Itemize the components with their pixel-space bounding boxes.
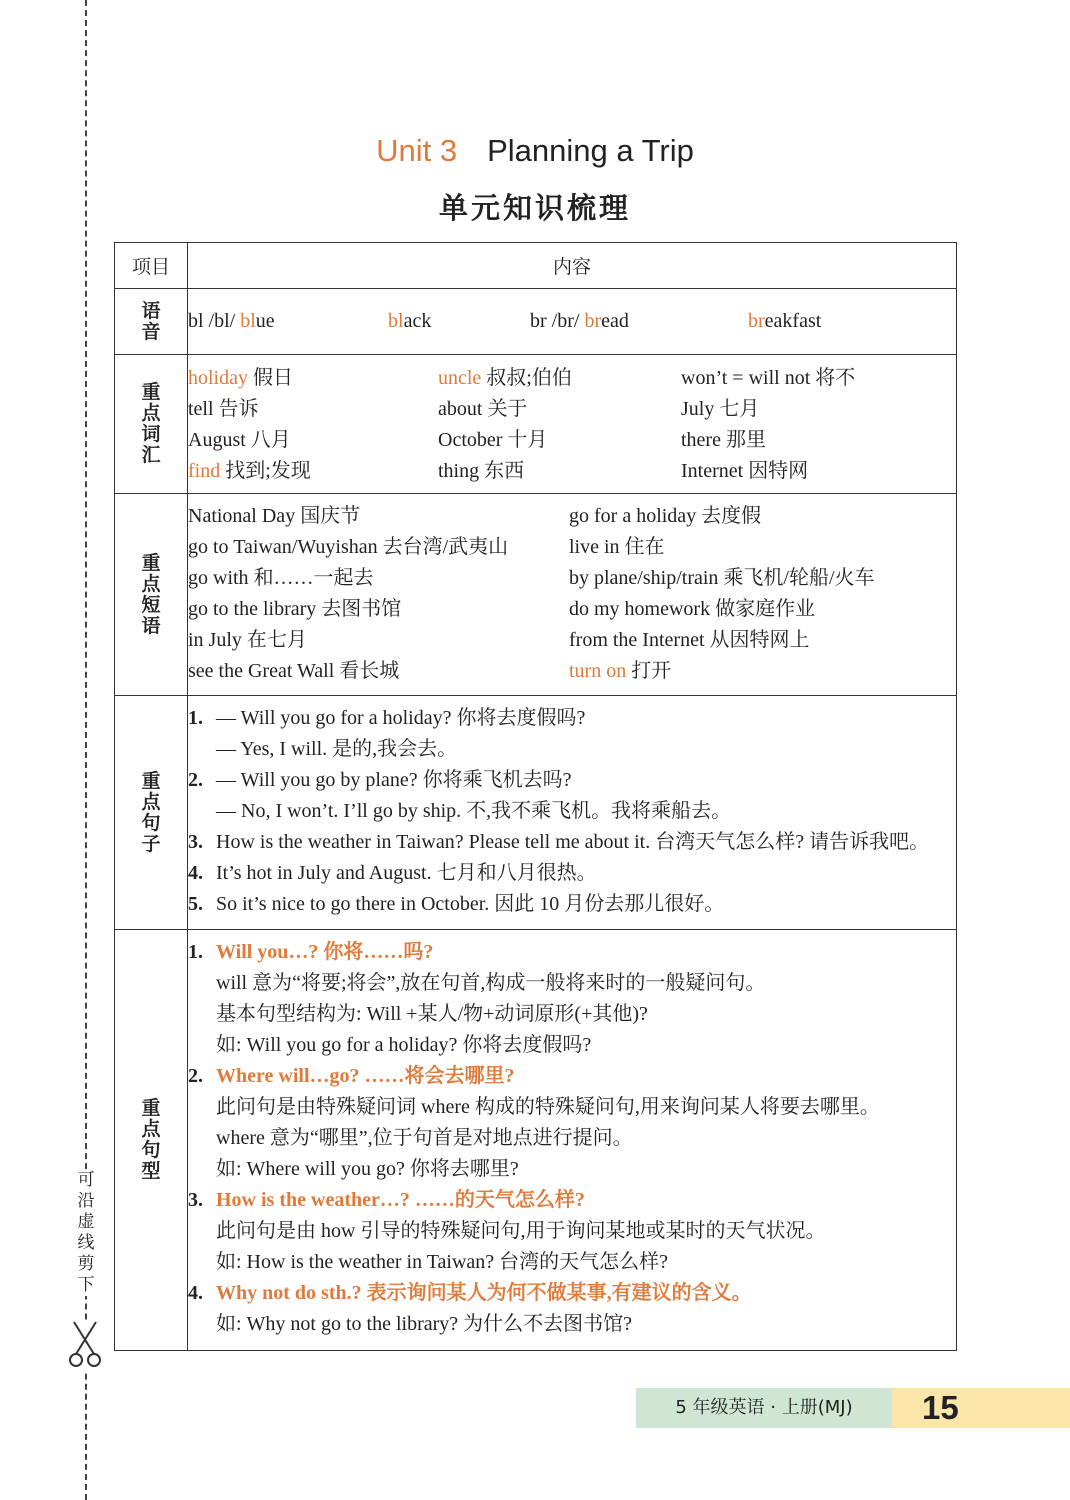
vocab-zh: 十月 <box>502 429 548 451</box>
vocab-word <box>188 363 438 394</box>
vocab-en: tell <box>188 398 214 420</box>
vocab-zh: 将不 <box>810 367 856 389</box>
sentences-row <box>115 696 957 930</box>
sentence-line <box>188 796 956 827</box>
vocab-word <box>681 425 766 456</box>
phrase-item <box>188 532 569 563</box>
sentence-text: — Will you go by plane? 你将乘飞机去吗? <box>216 769 572 791</box>
phonics-prefix: br /br/ <box>530 310 585 332</box>
phonics-label: 语音 <box>115 289 188 355</box>
phonics-prefix: bl /bl/ <box>188 310 241 332</box>
pattern-heading: Will you…? 你将……吗? <box>216 941 434 963</box>
phrase-zh: 做家庭作业 <box>710 598 816 620</box>
sentences-content <box>188 696 957 930</box>
sentence-line <box>188 765 956 796</box>
pattern-text: 此问句是由 how 引导的特殊疑问句,用于询问某地或某时的天气状况。 <box>216 1220 826 1242</box>
pattern-line <box>188 1185 956 1216</box>
vocab-zh: 告诉 <box>213 398 259 420</box>
page-number: 15 <box>892 1388 1070 1428</box>
phrases-label: 重点短语 <box>115 494 188 696</box>
sentence-text: — Will you go for a holiday? 你将去度假吗? <box>216 707 586 729</box>
vocab-word <box>681 394 759 425</box>
phrase-en: by plane/ship/train <box>569 567 719 589</box>
phonics-highlight: br <box>584 310 602 332</box>
sentence-number: 1. <box>188 707 203 729</box>
phrase-row-line <box>188 625 956 656</box>
pattern-line <box>188 1092 956 1123</box>
vocab-word <box>681 363 855 394</box>
knowledge-table <box>114 242 957 1351</box>
phonics-highlight: br <box>748 310 765 332</box>
sentence-line <box>188 858 956 889</box>
pattern-line <box>188 999 956 1030</box>
phrase-en: in July <box>188 629 242 651</box>
vocab-en: July <box>681 398 715 420</box>
pattern-line <box>188 937 956 968</box>
phrase-zh: 从因特网上 <box>704 629 810 651</box>
vocab-zh: 关于 <box>482 398 528 420</box>
pattern-text: 如: Will you go for a holiday? 你将去度假吗? <box>216 1034 592 1056</box>
phonics-row <box>115 289 957 355</box>
sentence-text: — No, I won’t. I’ll go by ship. 不,我不乘飞机。我将乘船去。 <box>216 800 732 822</box>
vocab-word <box>438 394 681 425</box>
vocab-en: holiday <box>188 367 248 389</box>
phrase-item <box>188 656 569 687</box>
patterns-content <box>188 930 957 1351</box>
phrase-item <box>569 594 815 625</box>
phrase-item <box>569 501 761 532</box>
pattern-line <box>188 1030 956 1061</box>
vocab-row <box>115 355 957 494</box>
unit-number: Unit 3 <box>376 133 458 168</box>
phrase-en: go with <box>188 567 249 589</box>
vocab-en: August <box>188 429 246 451</box>
phrase-en: turn on <box>569 660 627 682</box>
phrases-content <box>188 494 957 696</box>
vocab-word <box>188 425 438 456</box>
phrase-row-line <box>188 532 956 563</box>
phrase-row-line <box>188 563 956 594</box>
sentences-label: 重点句子 <box>115 696 188 930</box>
vocab-zh: 找到;发现 <box>220 460 311 482</box>
vocab-zh: 假日 <box>248 367 293 389</box>
vocab-row-line <box>188 425 956 456</box>
vocab-row-line <box>188 456 956 487</box>
phonics-line <box>188 306 956 337</box>
pattern-line <box>188 1154 956 1185</box>
table-header-row <box>115 243 957 289</box>
phonics-item <box>188 306 388 337</box>
pattern-line <box>188 968 956 999</box>
pattern-line <box>188 1247 956 1278</box>
sentence-text: How is the weather in Taiwan? Please tell me about it. 台湾天气怎么样? 请告诉我吧。 <box>216 831 930 853</box>
phrase-en: go for a holiday <box>569 505 697 527</box>
vocab-zh: 七月 <box>714 398 760 420</box>
vocab-en: thing <box>438 460 480 482</box>
sentence-number: 4. <box>188 862 203 884</box>
sentence-line <box>188 827 956 858</box>
sentence-number: 5. <box>188 893 203 915</box>
pattern-heading: Where will…go? ……将会去哪里? <box>216 1065 515 1087</box>
phonics-item <box>388 306 530 337</box>
phrase-zh: 在七月 <box>241 629 307 651</box>
vocab-zh: 那里 <box>720 429 766 451</box>
vocab-row-line <box>188 394 956 425</box>
vocab-en: uncle <box>438 367 482 389</box>
phrase-zh: 和……一起去 <box>248 567 374 589</box>
phrase-item <box>188 625 569 656</box>
vocab-zh: 东西 <box>479 460 525 482</box>
phonics-highlight: bl <box>388 310 404 332</box>
sentence-text: It’s hot in July and August. 七月和八月很热。 <box>216 862 597 884</box>
vocab-word <box>438 363 681 394</box>
phrase-row-line <box>188 501 956 532</box>
header-item: 项目 <box>115 243 188 289</box>
vocab-en: about <box>438 398 483 420</box>
pattern-text: 此问句是由特殊疑问词 where 构成的特殊疑问句,用来询问某人将要去哪里。 <box>216 1096 880 1118</box>
pattern-line <box>188 1061 956 1092</box>
pattern-text: 如: How is the weather in Taiwan? 台湾的天气怎么样? <box>216 1251 669 1273</box>
pattern-line <box>188 1278 956 1309</box>
pattern-line <box>188 1123 956 1154</box>
vocab-zh: 叔叔;伯伯 <box>481 367 572 389</box>
pattern-text: 如: Where will you go? 你将去哪里? <box>216 1158 519 1180</box>
sentence-line <box>188 703 956 734</box>
vocab-word <box>438 456 681 487</box>
patterns-row <box>115 930 957 1351</box>
phrase-zh: 打开 <box>626 660 672 682</box>
pattern-text: will 意为“将要;将会”,放在句首,构成一般将来时的一般疑问句。 <box>216 972 766 994</box>
header-content: 内容 <box>188 243 957 289</box>
phrase-zh: 国庆节 <box>295 505 361 527</box>
pattern-number: 3. <box>188 1189 203 1211</box>
phrase-zh: 乘飞机/轮船/火车 <box>718 567 875 589</box>
vocab-en: Internet <box>681 460 744 482</box>
vocab-word <box>188 394 438 425</box>
phrase-item <box>188 563 569 594</box>
sentence-line <box>188 889 956 920</box>
phonics-rest: ue <box>255 310 275 332</box>
pattern-text: 如: Why not go to the library? 为什么不去图书馆? <box>216 1313 633 1335</box>
phrase-zh: 住在 <box>619 536 665 558</box>
vocab-word <box>188 456 438 487</box>
phrase-en: do my homework <box>569 598 711 620</box>
sentence-number: 3. <box>188 831 203 853</box>
vocab-word <box>681 456 808 487</box>
phrase-zh: 去台湾/武夷山 <box>377 536 509 558</box>
phrase-item <box>569 563 875 594</box>
unit-name: Planning a Trip <box>487 133 694 168</box>
scissors-icon <box>68 1320 102 1370</box>
vocab-zh: 因特网 <box>743 460 809 482</box>
phrase-item <box>569 656 671 687</box>
phrase-row-line <box>188 594 956 625</box>
sentence-line <box>188 734 956 765</box>
pattern-line <box>188 1216 956 1247</box>
phrase-en: go to the library <box>188 598 317 620</box>
vocab-en: won’t = will not <box>681 367 811 389</box>
pattern-number: 1. <box>188 941 203 963</box>
sentence-text: So it’s nice to go there in October. 因此 10 月份去那儿很好。 <box>216 893 725 915</box>
vocab-en: there <box>681 429 721 451</box>
vocab-row-line <box>188 363 956 394</box>
phrase-en: see the Great Wall <box>188 660 335 682</box>
phonics-rest: eakfast <box>764 310 822 332</box>
vocab-zh: 八月 <box>245 429 291 451</box>
vocab-content <box>188 355 957 494</box>
phrase-zh: 去度假 <box>696 505 762 527</box>
pattern-line <box>188 1309 956 1340</box>
phrase-en: from the Internet <box>569 629 705 651</box>
phrase-row-line <box>188 656 956 687</box>
pattern-heading: How is the weather…? ……的天气怎么样? <box>216 1189 585 1211</box>
pattern-text: where 意为“哪里”,位于句首是对地点进行提问。 <box>216 1127 633 1149</box>
phrase-en: go to Taiwan/Wuyishan <box>188 536 378 558</box>
phrase-item <box>569 625 810 656</box>
pattern-heading: Why not do sth.? 表示询问某人为何不做某事,有建议的含义。 <box>216 1282 752 1304</box>
pattern-number: 4. <box>188 1282 203 1304</box>
phrase-en: live in <box>569 536 620 558</box>
patterns-label: 重点句型 <box>115 930 188 1351</box>
phonics-rest: ead <box>601 310 629 332</box>
pattern-number: 2. <box>188 1065 203 1087</box>
vocab-en: October <box>438 429 503 451</box>
sentence-number: 2. <box>188 769 203 791</box>
vocab-en: find <box>188 460 221 482</box>
phrase-zh: 去图书馆 <box>316 598 402 620</box>
phrases-row <box>115 494 957 696</box>
page-subtitle: 单元知识梳理 <box>438 191 631 225</box>
vocab-label: 重点词汇 <box>115 355 188 494</box>
footer-book-label: 5 年级英语 · 上册(MJ) <box>636 1388 892 1428</box>
phonics-highlight: bl <box>240 310 256 332</box>
phonics-item <box>530 306 748 337</box>
phrase-item <box>569 532 665 563</box>
phrase-en: National Day <box>188 505 296 527</box>
phonics-content <box>188 289 957 355</box>
phrase-item <box>188 594 569 625</box>
cut-instruction: 可沿虚线剪下 <box>72 1170 100 1296</box>
pattern-text: 基本句型结构为: Will +某人/物+动词原形(+其他)? <box>216 1003 648 1025</box>
phonics-item <box>748 306 948 337</box>
sentence-text: — Yes, I will. 是的,我会去。 <box>216 738 458 760</box>
phrase-zh: 看长城 <box>334 660 400 682</box>
page-title <box>0 133 1070 169</box>
phonics-rest: ack <box>403 310 432 332</box>
phrase-item <box>188 501 569 532</box>
vocab-word <box>438 425 681 456</box>
